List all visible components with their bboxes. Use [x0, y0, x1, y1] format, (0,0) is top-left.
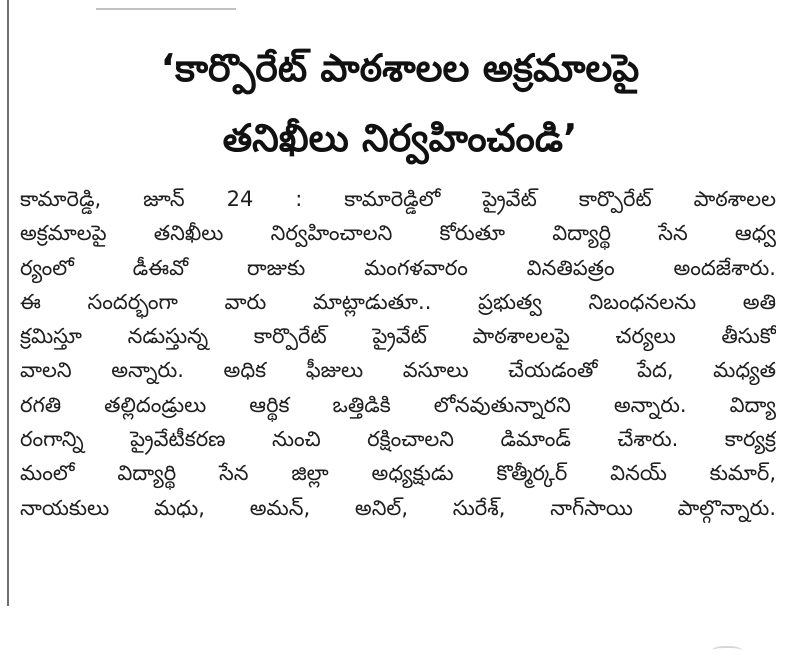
body-line: రగతి తల్లిదండ్రులు ఆర్థిక ఒత్తిడికి లోనవుతున్నారని అన్నారు. విద్యా — [20, 392, 776, 417]
scan-artifact — [712, 646, 742, 654]
body-line: కామారెడ్డి, జూన్ 24 : కామారెడ్డిలో ప్రైవేట్ కార్పొరేట్ పాఠశాలల — [20, 187, 776, 211]
article-body — [20, 182, 776, 525]
body-line: నాయకులు మధు, అమన్, అనిల్, సురేశ్, నాగ్‌సాయి పాల్గొన్నారు. — [20, 495, 776, 520]
body-line: మంలో విద్యార్థి సేన జిల్లా అధ్యక్షుడు కొత్మీర్కర్ వినయ్ కుమార్, — [20, 461, 776, 486]
body-line: వాలని అన్నారు. అధిక ఫీజులు వసూలు చేయడంతో పేద, మధ్యత — [20, 358, 776, 383]
previous-article-fragment — [96, 0, 236, 10]
body-line: రంగాన్ని ప్రైవేటీకరణ నుంచి రక్షించాలని డిమాండ్ చేశారు. కార్యక్ర — [20, 427, 776, 452]
column-rule — [7, 0, 9, 606]
body-line: ర్యంలో డీఈవో రాజుకు మంగళవారం వినతిపత్రం అందజేశారు. — [20, 255, 776, 280]
headline-line-2: తనిఖీలు నిర్వహించండి’ — [222, 116, 578, 160]
body-line: క్రమిస్తూ నడుస్తున్న కార్పొరేట్ ప్రైవేట్ పాఠశాలలపై చర్యలు తీసుకో — [20, 324, 776, 349]
headline-line-1: ‘కార్పొరేట్ పాఠశాలల అక్రమాలపై — [160, 46, 640, 90]
body-line: అక్రమాలపై తనిఖీలు నిర్వహించాలని కోరుతూ విద్యార్థి సేన ఆధ్వ — [20, 221, 776, 246]
body-line: ఈ సందర్భంగా వారు మాట్లాడుతూ.. ప్రభుత్వ నిబంధనలను అతి — [20, 289, 776, 314]
